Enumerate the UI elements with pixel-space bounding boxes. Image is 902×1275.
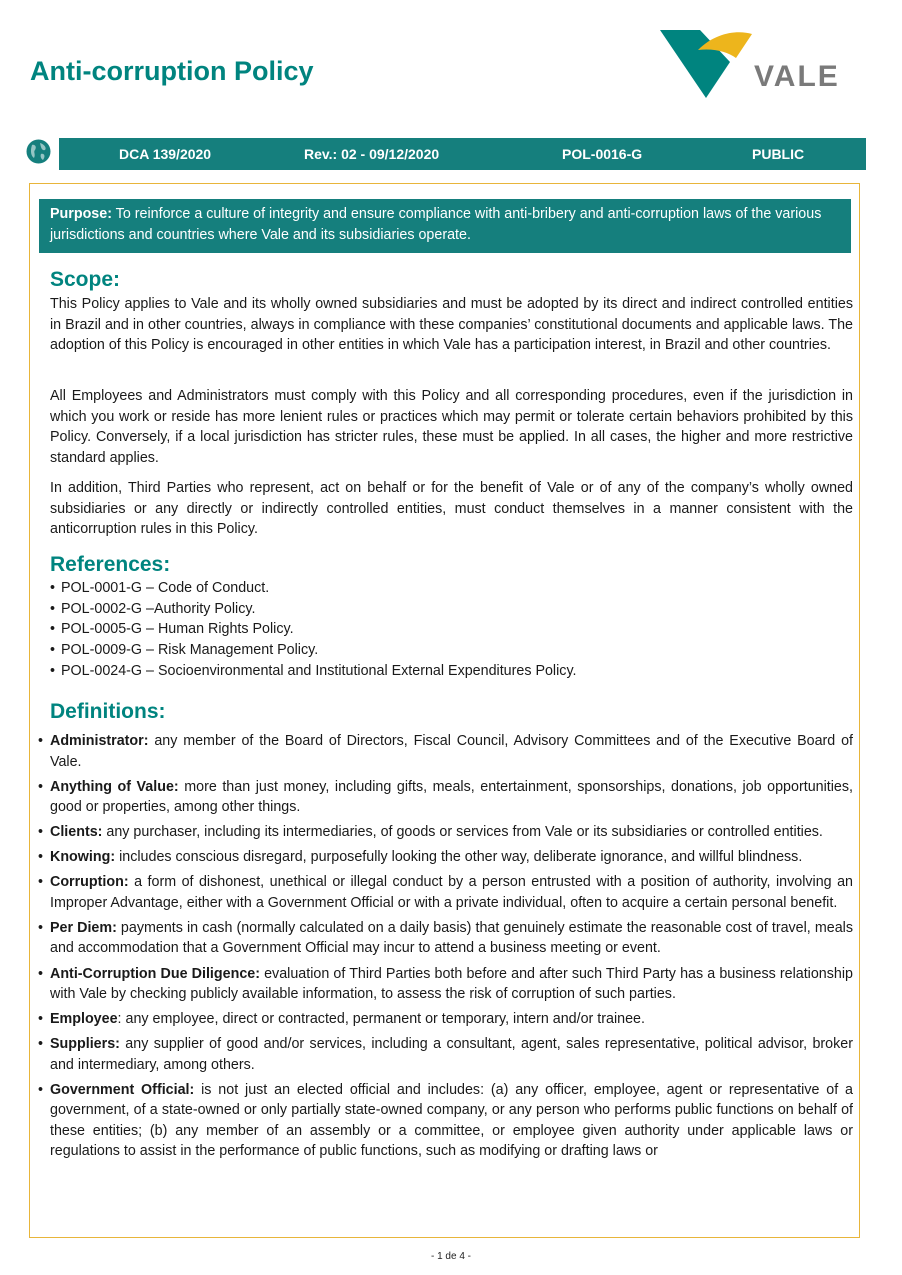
definition-item: • Clients: any purchaser, including its intermediaries, of goods or services from Vale or its subsidiaries or controlled entities. xyxy=(38,824,823,841)
definition-item: • Administrator: any member of the Board of Directors, Fiscal Council, Advisory Committees and of the Executive Board of Vale. xyxy=(38,733,853,770)
references-list xyxy=(50,578,830,681)
definition-term: Anything of Value: xyxy=(50,778,179,795)
scope-paragraph: In addition, Third Parties who represent, act on behalf or for the benefit of Vale or of any of the company’s wholly owned subsidiaries or any directly or indirectly controlled entities, must conduct themselves in a manner consistent with the anticorruption rules in this Policy. xyxy=(50,480,853,537)
logo-text: VALE xyxy=(754,60,840,93)
scope-paragraph: All Employees and Administrators must comply with this Policy and all corresponding procedures, even if the jurisdiction in which you work or reside has more lenient rules or practices which may permit or tolerate certain behaviors prohibited by this Policy. Conversely, if a local jurisdiction has stricter rules, these must be applied. In all cases, the higher and more restrictive standard applies. xyxy=(50,388,853,466)
references-heading: References: xyxy=(50,553,171,576)
definition-term: Corruption: xyxy=(50,874,129,891)
definition-term: Anti-Corruption Due Diligence: xyxy=(50,965,260,982)
scope-heading: Scope: xyxy=(50,268,121,291)
reference-item: • POL-0009-G – Risk Management Policy. xyxy=(50,642,319,659)
definition-item: • Knowing: includes conscious disregard, purposefully looking the other way, deliberate ignorance, and willful blindness. xyxy=(38,849,803,866)
definition-item: • Anti-Corruption Due Diligence: evaluation of Third Parties both before and after such Third Party has a business relationship with Vale by checking publicly available information, to assess the risk of corruption of such parties. xyxy=(38,965,853,1003)
definition-term: Clients: xyxy=(50,824,103,841)
globe-icon xyxy=(26,139,51,164)
definition-item: • Anything of Value: more than just money, including gifts, meals, entertainment, sponsorships, donations, job opportunities, good or properties, among other things. xyxy=(38,778,853,816)
definition-term: Administrator: xyxy=(50,733,149,749)
reference-item: • POL-0002-G –Authority Policy. xyxy=(50,600,256,617)
dca-number: DCA 139/2020 xyxy=(119,146,212,162)
definition-item: • Employee: any employee, direct or contracted, permanent or temporary, intern and/or trainee. xyxy=(38,1011,645,1028)
policy-code: POL-0016-G xyxy=(562,146,643,162)
revision-date: Rev.: 02 - 09/12/2020 xyxy=(304,146,440,162)
classification-label: PUBLIC xyxy=(752,146,805,162)
definition-item: • Corruption: a form of dishonest, unethical or illegal conduct by a person entrusted with a position of authority, involving an Improper Advantage, either with a Government Official or with a private individual, often to acquire a certain personal benefit. xyxy=(38,874,853,911)
definition-item: • Per Diem: payments in cash (normally calculated on a daily basis) that genuinely estimate the reasonable cost of travel, meals and accommodation that a Government Official may incur to attend a business meeting or event. xyxy=(38,919,853,957)
reference-item: • POL-0024-G – Socioenvironmental and Institutional External Expenditures Policy. xyxy=(50,662,577,679)
definition-item: • Suppliers: any supplier of good and/or services, including a consultant, agent, sales representative, political advisor, broker and intermediary, among others. xyxy=(38,1036,853,1073)
definition-term: Government Official: xyxy=(50,1081,195,1098)
document-title: Anti-corruption Policy xyxy=(30,56,314,86)
page-number: - 1 de 4 - xyxy=(430,1251,472,1262)
definition-term: Suppliers: xyxy=(50,1036,120,1053)
document-info-bar xyxy=(59,138,866,170)
scope-paragraph: This Policy applies to Vale and its wholly owned subsidiaries and must be adopted by its direct and indirect controlled entities in Brazil and in other countries, always in compliance with these companies’ constitutional documents and applicable laws. The adoption of this Policy is encouraged in other entities in which Vale has a participation interest, in Brazil and other countries. xyxy=(50,296,853,353)
reference-item: • POL-0001-G – Code of Conduct. xyxy=(50,580,270,596)
purpose-label: Purpose: xyxy=(50,206,112,222)
definitions-list xyxy=(36,731,853,1166)
purpose-box xyxy=(39,199,851,253)
definition-term: Knowing: xyxy=(50,849,116,866)
definition-item: • Government Official: is not just an elected official and includes: (a) any officer, employee, agent or representative of a government, of a state-owned or only partially state-owned company, or any person who performs public functions on behalf of these entities; (b) any member of an assembly or a committee, or employee given authority under applicable laws or regulations to assist in the performance of public functions, such as modifying or drafting laws or xyxy=(38,1081,853,1160)
definition-term: Employee xyxy=(50,1011,118,1028)
definitions-heading: Definitions: xyxy=(50,700,166,723)
purpose-text: To reinforce a culture of integrity and ensure compliance with anti-bribery and anti-corruption laws of the various jurisdictions and countries where Vale and its subsidiaries operate. xyxy=(50,206,822,243)
definition-term: Per Diem: xyxy=(50,919,117,936)
vale-logo xyxy=(658,28,843,100)
reference-item: • POL-0005-G – Human Rights Policy. xyxy=(50,621,294,638)
